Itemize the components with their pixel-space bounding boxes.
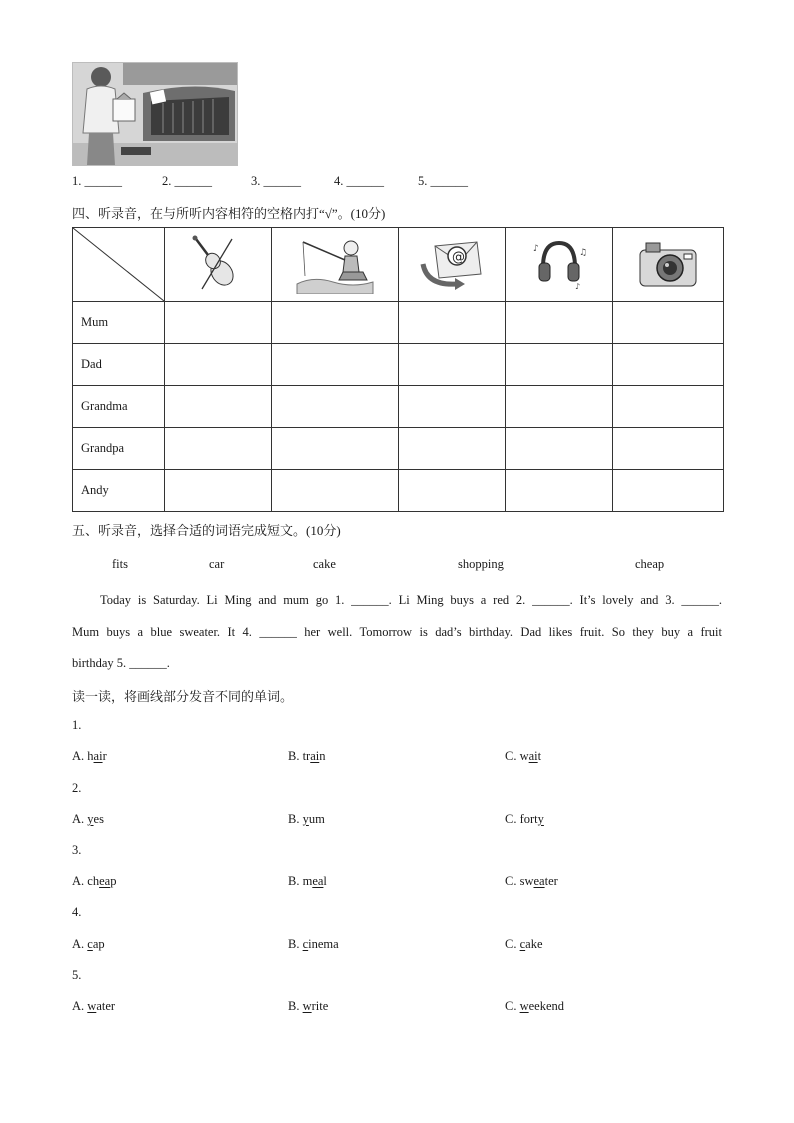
cell-andy-violin[interactable]	[165, 470, 272, 512]
question-3-number: 3.	[72, 843, 82, 857]
cell-grandma-camera[interactable]	[613, 386, 724, 428]
cell-grandma-email[interactable]	[399, 386, 506, 428]
table-row-dad	[73, 344, 724, 386]
q4-option-b[interactable]: B. cinema	[288, 937, 339, 951]
cell-mum-email[interactable]	[399, 302, 506, 344]
q3-option-b[interactable]: B. meal	[288, 874, 327, 888]
cell-grandpa-violin[interactable]	[165, 428, 272, 470]
cell-grandpa-email[interactable]	[399, 428, 506, 470]
svg-text:@: @	[452, 249, 465, 265]
cell-dad-email[interactable]	[399, 344, 506, 386]
table-row-mum	[73, 302, 724, 344]
word-fits: fits	[112, 557, 128, 571]
table-row-grandpa	[73, 428, 724, 470]
section-5-title: 五、听录音，选择合适的词语完成短文。(10分)	[72, 523, 341, 538]
camera-icon	[636, 234, 700, 292]
header-headphones	[506, 228, 613, 302]
row-label-dad: Dad	[73, 344, 165, 386]
q3-option-a[interactable]: A. cheap	[72, 874, 117, 888]
header-violin	[165, 228, 272, 302]
question-4-number: 4.	[72, 905, 82, 919]
q2-option-b[interactable]: B. yum	[288, 812, 325, 826]
word-bank	[0, 557, 794, 575]
word-car: car	[209, 557, 225, 571]
word-cake: cake	[313, 557, 336, 571]
cell-grandpa-fishing[interactable]	[272, 428, 399, 470]
q1-option-c[interactable]: C. wait	[505, 749, 542, 763]
headphones-icon	[529, 233, 589, 293]
section-6-title: 读一读，将画线部分发音不同的单词。	[72, 689, 294, 704]
q5-option-a[interactable]: A. water	[72, 999, 116, 1013]
cell-dad-camera[interactable]	[613, 344, 724, 386]
cell-andy-headphones[interactable]	[506, 470, 613, 512]
table-row-andy	[73, 470, 724, 512]
violin-icon	[188, 233, 248, 293]
svg-text:♫: ♫	[579, 247, 588, 258]
blank-5[interactable]: 5. ______	[418, 174, 468, 188]
question-5-number: 5.	[72, 968, 82, 982]
passage-line-2: Mum buys a blue sweater. It 4. ______ her well. Tomorrow is dad’s birthday. Dad likes fruit. So they buy a fruit	[72, 625, 722, 639]
row-label-mum: Mum	[73, 302, 165, 344]
cell-grandma-fishing[interactable]	[272, 386, 399, 428]
blank-2[interactable]: 2. ______	[162, 174, 212, 188]
cell-mum-camera[interactable]	[613, 302, 724, 344]
answer-blanks-row	[72, 174, 572, 192]
q4-option-a[interactable]: A. cap	[72, 937, 105, 951]
woman-cleaning-picture	[72, 62, 238, 166]
cell-mum-headphones[interactable]	[506, 302, 613, 344]
row-label-andy: Andy	[73, 470, 165, 512]
table-corner-cell	[73, 228, 165, 302]
row-label-grandpa: Grandpa	[73, 428, 165, 470]
q5-option-b[interactable]: B. write	[288, 999, 329, 1013]
svg-text:♪: ♪	[533, 243, 539, 254]
cell-grandpa-headphones[interactable]	[506, 428, 613, 470]
header-camera	[613, 228, 724, 302]
svg-text:♪: ♪	[575, 281, 581, 291]
passage-line-3: birthday 5. ______.	[72, 656, 170, 670]
cell-mum-fishing[interactable]	[272, 302, 399, 344]
table-row-grandma	[73, 386, 724, 428]
question-1-number: 1.	[72, 718, 82, 732]
fishing-icon	[293, 232, 377, 294]
check-table	[72, 227, 724, 512]
cell-andy-email[interactable]	[399, 470, 506, 512]
email-icon	[417, 234, 487, 292]
header-fishing	[272, 228, 399, 302]
header-email	[399, 228, 506, 302]
word-shopping: shopping	[458, 557, 504, 571]
cell-andy-fishing[interactable]	[272, 470, 399, 512]
passage-line-1: Today is Saturday. Li Ming and mum go 1. ______. Li Ming buys a red 2. ______. It’s lovely and 3. ______.	[100, 593, 722, 607]
cell-andy-camera[interactable]	[613, 470, 724, 512]
blank-4[interactable]: 4. ______	[334, 174, 384, 188]
cell-dad-violin[interactable]	[165, 344, 272, 386]
blank-3[interactable]: 3. ______	[251, 174, 301, 188]
cell-mum-violin[interactable]	[165, 302, 272, 344]
row-label-grandma: Grandma	[73, 386, 165, 428]
q2-option-c[interactable]: C. forty	[505, 812, 544, 826]
cell-dad-headphones[interactable]	[506, 344, 613, 386]
q4-option-c[interactable]: C. cake	[505, 937, 543, 951]
q1-option-a[interactable]: A. hair	[72, 749, 107, 763]
q2-option-a[interactable]: A. yes	[72, 812, 104, 826]
blank-1[interactable]: 1. ______	[72, 174, 122, 188]
question-2-number: 2.	[72, 781, 82, 795]
q5-option-c[interactable]: C. weekend	[505, 999, 565, 1013]
word-cheap: cheap	[635, 557, 665, 571]
cell-grandma-headphones[interactable]	[506, 386, 613, 428]
q1-option-b[interactable]: B. train	[288, 749, 326, 763]
cell-dad-fishing[interactable]	[272, 344, 399, 386]
section-4-title: 四、听录音，在与所听内容相符的空格内打“√”。(10分)	[72, 206, 386, 221]
cell-grandma-violin[interactable]	[165, 386, 272, 428]
q3-option-c[interactable]: C. sweater	[505, 874, 558, 888]
cell-grandpa-camera[interactable]	[613, 428, 724, 470]
